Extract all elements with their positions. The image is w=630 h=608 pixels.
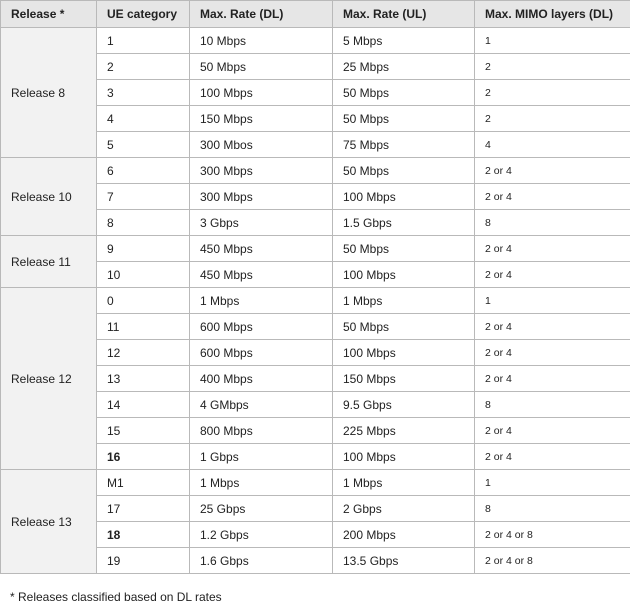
max-rate-dl-cell: 1.6 Gbps: [190, 548, 333, 574]
max-mimo-layers-cell: 1: [475, 288, 630, 314]
max-rate-dl-cell: 300 Mbps: [190, 184, 333, 210]
header-row: [1, 1, 630, 28]
ue-category-cell: 18: [97, 522, 190, 548]
ue-category-cell: M1: [97, 470, 190, 496]
max-rate-ul-cell: 100 Mbps: [333, 444, 475, 470]
header-max-rate-ul: Max. Rate (UL): [333, 1, 475, 28]
header-ue-category: UE category: [97, 1, 190, 28]
ue-category-cell: 13: [97, 366, 190, 392]
ue-category-cell: 5: [97, 132, 190, 158]
ue-category-cell: 17: [97, 496, 190, 522]
ue-category-cell: 7: [97, 184, 190, 210]
max-rate-dl-cell: 50 Mbps: [190, 54, 333, 80]
max-rate-ul-cell: 50 Mbps: [333, 236, 475, 262]
release-cell: Release 12: [1, 288, 97, 470]
max-rate-dl-cell: 300 Mbos: [190, 132, 333, 158]
table-row: [1, 470, 630, 496]
max-rate-ul-cell: 50 Mbps: [333, 314, 475, 340]
max-mimo-layers-cell: 1: [475, 470, 630, 496]
max-rate-ul-cell: 1 Mbps: [333, 288, 475, 314]
max-mimo-layers-cell: 2 or 4: [475, 184, 630, 210]
max-rate-dl-cell: 300 Mbps: [190, 158, 333, 184]
max-rate-ul-cell: 1.5 Gbps: [333, 210, 475, 236]
ue-category-cell: 0: [97, 288, 190, 314]
ue-category-cell: 10: [97, 262, 190, 288]
max-rate-ul-cell: 1 Mbps: [333, 470, 475, 496]
max-rate-dl-cell: 600 Mbps: [190, 314, 333, 340]
header-max-mimo-layers: Max. MIMO layers (DL): [475, 1, 630, 28]
release-cell: Release 13: [1, 470, 97, 574]
max-rate-dl-cell: 600 Mbps: [190, 340, 333, 366]
ue-category-cell: 6: [97, 158, 190, 184]
max-rate-dl-cell: 1 Gbps: [190, 444, 333, 470]
max-rate-dl-cell: 1 Mbps: [190, 470, 333, 496]
max-rate-ul-cell: 5 Mbps: [333, 28, 475, 54]
ue-category-cell: 12: [97, 340, 190, 366]
max-mimo-layers-cell: 2 or 4: [475, 236, 630, 262]
max-mimo-layers-cell: 2 or 4: [475, 340, 630, 366]
max-rate-dl-cell: 1 Mbps: [190, 288, 333, 314]
max-mimo-layers-cell: 8: [475, 392, 630, 418]
release-cell: Release 11: [1, 236, 97, 288]
max-rate-dl-cell: 4 GMbps: [190, 392, 333, 418]
max-rate-dl-cell: 1.2 Gbps: [190, 522, 333, 548]
max-mimo-layers-cell: 2 or 4: [475, 314, 630, 340]
max-mimo-layers-cell: 8: [475, 210, 630, 236]
max-rate-dl-cell: 450 Mbps: [190, 262, 333, 288]
ue-category-cell: 2: [97, 54, 190, 80]
ue-category-cell: 4: [97, 106, 190, 132]
max-mimo-layers-cell: 2 or 4: [475, 444, 630, 470]
ue-category-cell: 11: [97, 314, 190, 340]
table-row: [1, 236, 630, 262]
max-rate-ul-cell: 150 Mbps: [333, 366, 475, 392]
max-mimo-layers-cell: 2 or 4 or 8: [475, 522, 630, 548]
max-rate-ul-cell: 100 Mbps: [333, 262, 475, 288]
max-mimo-layers-cell: 2 or 4: [475, 418, 630, 444]
max-rate-dl-cell: 400 Mbps: [190, 366, 333, 392]
max-rate-ul-cell: 75 Mbps: [333, 132, 475, 158]
ue-category-cell: 3: [97, 80, 190, 106]
footnote: * Releases classified based on DL rates: [10, 590, 222, 604]
ue-category-cell: 8: [97, 210, 190, 236]
max-rate-dl-cell: 25 Gbps: [190, 496, 333, 522]
table-row: [1, 158, 630, 184]
max-rate-dl-cell: 800 Mbps: [190, 418, 333, 444]
max-mimo-layers-cell: 4: [475, 132, 630, 158]
max-mimo-layers-cell: 1: [475, 28, 630, 54]
max-rate-dl-cell: 3 Gbps: [190, 210, 333, 236]
max-rate-ul-cell: 50 Mbps: [333, 80, 475, 106]
table-row: [1, 28, 630, 54]
max-mimo-layers-cell: 2 or 4: [475, 158, 630, 184]
table-row: [1, 288, 630, 314]
max-rate-dl-cell: 100 Mbps: [190, 80, 333, 106]
release-cell: Release 10: [1, 158, 97, 236]
max-rate-ul-cell: 2 Gbps: [333, 496, 475, 522]
release-cell: Release 8: [1, 28, 97, 158]
max-mimo-layers-cell: 2 or 4: [475, 262, 630, 288]
ue-category-cell: 15: [97, 418, 190, 444]
ue-category-cell: 1: [97, 28, 190, 54]
max-rate-ul-cell: 50 Mbps: [333, 158, 475, 184]
max-rate-ul-cell: 9.5 Gbps: [333, 392, 475, 418]
max-rate-ul-cell: 100 Mbps: [333, 184, 475, 210]
header-release: Release *: [1, 1, 97, 28]
max-rate-ul-cell: 25 Mbps: [333, 54, 475, 80]
max-mimo-layers-cell: 8: [475, 496, 630, 522]
max-mimo-layers-cell: 2 or 4 or 8: [475, 548, 630, 574]
max-mimo-layers-cell: 2: [475, 54, 630, 80]
max-rate-ul-cell: 100 Mbps: [333, 340, 475, 366]
max-mimo-layers-cell: 2: [475, 80, 630, 106]
max-rate-ul-cell: 225 Mbps: [333, 418, 475, 444]
ue-category-cell: 19: [97, 548, 190, 574]
max-rate-dl-cell: 450 Mbps: [190, 236, 333, 262]
ue-category-cell: 9: [97, 236, 190, 262]
max-rate-dl-cell: 10 Mbps: [190, 28, 333, 54]
max-rate-ul-cell: 13.5 Gbps: [333, 548, 475, 574]
header-max-rate-dl: Max. Rate (DL): [190, 1, 333, 28]
table-body: [1, 28, 630, 574]
max-rate-ul-cell: 200 Mbps: [333, 522, 475, 548]
ue-category-cell: 14: [97, 392, 190, 418]
max-mimo-layers-cell: 2 or 4: [475, 366, 630, 392]
max-rate-dl-cell: 150 Mbps: [190, 106, 333, 132]
max-mimo-layers-cell: 2: [475, 106, 630, 132]
ue-category-cell: 16: [97, 444, 190, 470]
max-rate-ul-cell: 50 Mbps: [333, 106, 475, 132]
